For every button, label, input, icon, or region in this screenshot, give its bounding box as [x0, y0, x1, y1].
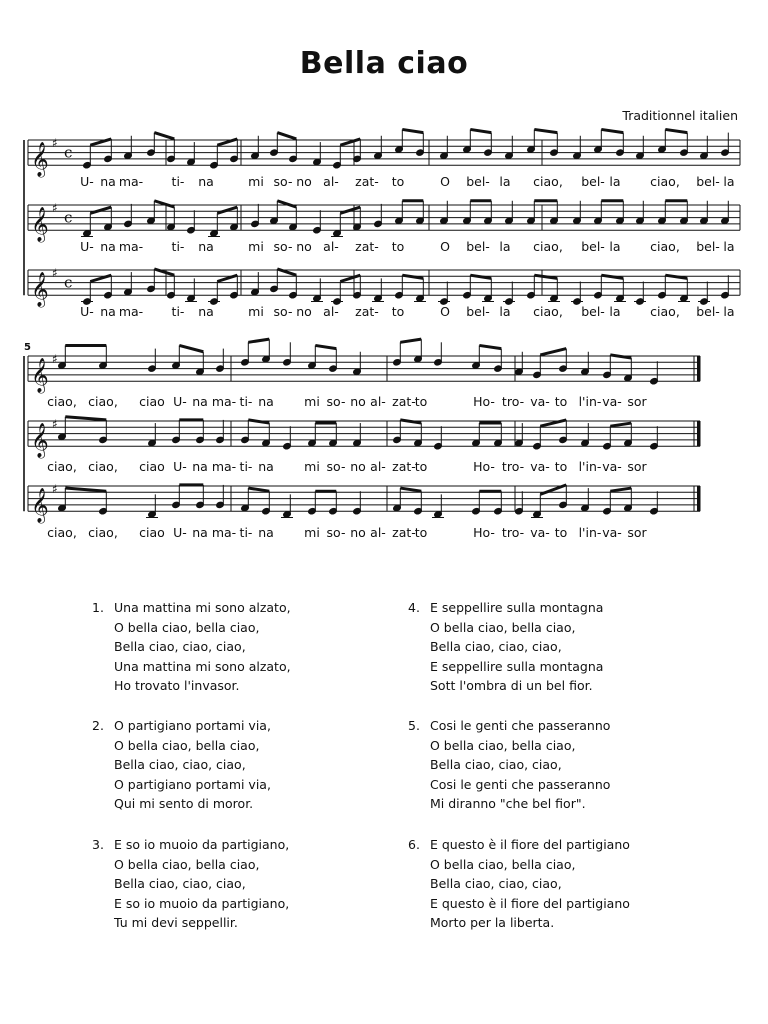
lyric-syllable: no: [350, 525, 366, 540]
lyric-syllable: ma-: [211, 459, 237, 474]
verse-5: [408, 716, 611, 814]
lyric-syllable: U-: [173, 525, 187, 540]
lyric-syllable: O: [440, 239, 450, 254]
verse-line: Sott l'ombra di un bel fior.: [430, 678, 593, 694]
lyric-syllable: na: [100, 174, 116, 189]
key-signature-sharp-icon: ♯: [52, 136, 58, 151]
lyric-syllable: so-: [326, 394, 346, 409]
lyric-syllable: zat-: [355, 304, 379, 319]
lyric-syllable: ti-: [171, 174, 185, 189]
verse-4: [408, 598, 604, 696]
lyric-syllable: ciao,: [533, 304, 563, 319]
lyric-syllable: va-: [602, 525, 622, 540]
lyric-syllable: mi: [304, 525, 320, 540]
lyric-syllable: to: [554, 394, 568, 409]
treble-clef-icon: 𝄞: [31, 207, 49, 243]
verse-line: Qui mi sento di moror.: [114, 796, 254, 812]
lyric-syllable: va-: [602, 459, 622, 474]
lyric-syllable: ciao,: [650, 174, 680, 189]
lyric-syllable: O: [440, 174, 450, 189]
verse-line: E so io muoio da partigiano,: [114, 895, 290, 911]
key-signature-sharp-icon: ♯: [52, 266, 58, 281]
lyric-syllable: no: [350, 459, 366, 474]
verse-line: E questo è il fiore del partigiano: [430, 895, 630, 911]
lyric-syllable: U-: [173, 394, 187, 409]
lyric-syllable: ma-: [118, 304, 144, 319]
lyric-syllable: la: [723, 304, 735, 319]
verse-line: O bella ciao, bella ciao,: [114, 856, 260, 872]
common-time-icon: c: [64, 208, 73, 227]
lyric-syllable: na: [192, 459, 208, 474]
composer-credit: Traditionnel italien: [622, 108, 738, 123]
lyric-syllable: la: [499, 304, 511, 319]
verse-line: E seppellire sulla montagna: [430, 658, 604, 674]
lyric-syllable: al-: [370, 459, 386, 474]
verse-number: 4.: [408, 600, 420, 615]
lyric-syllable: ti-: [239, 459, 253, 474]
verse-line: E so io muoio da partigiano,: [114, 837, 290, 852]
key-signature-sharp-icon: ♯: [52, 352, 58, 367]
verse-line: Tu mi devi seppellir.: [114, 915, 238, 931]
common-time-icon: c: [64, 143, 73, 162]
lyric-syllable: bel-: [696, 239, 720, 254]
verse-3: [92, 835, 290, 933]
lyric-syllable: ma-: [118, 239, 144, 254]
lyric-syllable: zat-: [392, 459, 416, 474]
lyric-syllable: no: [296, 304, 312, 319]
verse-1: [92, 598, 291, 696]
lyric-syllable: ciao: [139, 394, 165, 409]
verse-line: Una mattina mi sono alzato,: [114, 600, 291, 615]
verse-line: Bella ciao, ciao, ciao,: [430, 639, 562, 655]
lyric-syllable: bel-: [696, 174, 720, 189]
lyric-syllable: ciao,: [650, 239, 680, 254]
lyric-syllable: to: [554, 459, 568, 474]
lyric-syllable: no: [350, 394, 366, 409]
lyric-syllable: ma-: [118, 174, 144, 189]
common-time-icon: c: [64, 273, 73, 292]
lyric-syllable: l'in-: [578, 394, 602, 409]
lyric-syllable: mi: [248, 304, 264, 319]
treble-clef-icon: 𝄞: [31, 358, 49, 394]
lyric-syllable: al-: [323, 304, 339, 319]
verse-line: O partigiano portami via,: [114, 776, 271, 792]
lyric-syllable: ciao: [139, 459, 165, 474]
treble-clef-icon: 𝄞: [31, 488, 49, 524]
verse-number: 2.: [92, 718, 104, 733]
lyric-syllable: ciao,: [47, 525, 77, 540]
verse-line: O bella ciao, bella ciao,: [430, 856, 576, 872]
verse-line: O bella ciao, bella ciao,: [114, 619, 260, 635]
lyric-syllable: mi: [248, 239, 264, 254]
verse-line: Una mattina mi sono alzato,: [114, 658, 291, 674]
lyric-syllable: zat-: [355, 174, 379, 189]
lyric-syllable: to: [554, 525, 568, 540]
lyric-syllable: U-: [80, 239, 94, 254]
lyric-syllable: al-: [370, 394, 386, 409]
treble-clef-icon: 𝄞: [31, 272, 49, 308]
lyric-syllable: zat-: [392, 394, 416, 409]
lyric-syllable: na: [258, 525, 274, 540]
lyric-syllable: ciao,: [47, 459, 77, 474]
key-signature-sharp-icon: ♯: [52, 201, 58, 216]
lyric-syllable: la: [723, 174, 735, 189]
lyric-syllable: zat-: [392, 525, 416, 540]
verse-number: 1.: [92, 600, 104, 615]
verse-line: Bella ciao, ciao, ciao,: [114, 876, 246, 892]
lyric-syllable: to: [414, 459, 428, 474]
lyric-syllable: so-: [273, 304, 293, 319]
lyric-syllable: na: [198, 304, 214, 319]
lyric-syllable: va-: [530, 525, 550, 540]
verse-line: O bella ciao, bella ciao,: [114, 737, 260, 753]
verse-line: Bella ciao, ciao, ciao,: [114, 639, 246, 655]
lyric-syllable: la: [723, 239, 735, 254]
lyric-syllable: ciao,: [88, 525, 118, 540]
lyric-syllable: la: [499, 239, 511, 254]
lyric-syllable: to: [414, 394, 428, 409]
lyric-syllable: na: [258, 459, 274, 474]
verse-2: [92, 716, 271, 814]
lyric-syllable: ti-: [171, 239, 185, 254]
lyric-syllable: mi: [248, 174, 264, 189]
lyric-syllable: va-: [530, 394, 550, 409]
lyric-syllable: na: [100, 304, 116, 319]
lyric-syllable: bel-: [696, 304, 720, 319]
lyric-syllable: to: [391, 304, 405, 319]
lyric-syllable: no: [296, 174, 312, 189]
lyric-syllable: U-: [80, 304, 94, 319]
lyric-syllable: bel-: [466, 304, 490, 319]
lyric-syllable: U-: [80, 174, 94, 189]
lyric-syllable: tro-: [501, 459, 525, 474]
lyric-syllable: bel-: [581, 174, 605, 189]
lyric-syllable: l'in-: [578, 525, 602, 540]
lyric-syllable: va-: [602, 394, 622, 409]
lyric-syllable: va-: [530, 459, 550, 474]
lyric-syllable: na: [192, 394, 208, 409]
verse-number: 6.: [408, 837, 420, 852]
verse-line: Bella ciao, ciao, ciao,: [430, 876, 562, 892]
lyric-syllable: ciao,: [533, 239, 563, 254]
verse-line: O bella ciao, bella ciao,: [430, 619, 576, 635]
lyric-syllable: l'in-: [578, 459, 602, 474]
lyric-syllable: to: [391, 239, 405, 254]
lyric-syllable: ti-: [239, 525, 253, 540]
lyric-syllable: ma-: [211, 394, 237, 409]
lyric-syllable: so-: [326, 459, 346, 474]
lyric-syllable: to: [414, 525, 428, 540]
lyric-syllable: ciao,: [533, 174, 563, 189]
verse-line: Morto per la liberta.: [430, 915, 555, 931]
lyric-syllable: bel-: [581, 239, 605, 254]
verse-line: O partigiano portami via,: [114, 718, 271, 733]
lyric-syllable: tro-: [501, 394, 525, 409]
lyric-syllable: ma-: [211, 525, 237, 540]
verse-line: Cosi le genti che passeranno: [430, 718, 611, 733]
lyric-syllable: na: [100, 239, 116, 254]
lyric-syllable: la: [609, 304, 621, 319]
lyric-syllable: la: [609, 174, 621, 189]
lyric-syllable: na: [198, 239, 214, 254]
lyric-syllable: so-: [273, 174, 293, 189]
lyric-syllable: ciao,: [650, 304, 680, 319]
verse-line: E seppellire sulla montagna: [430, 600, 604, 615]
lyric-syllable: U-: [173, 459, 187, 474]
lyric-syllable: so-: [326, 525, 346, 540]
lyric-syllable: na: [192, 525, 208, 540]
lyric-syllable: Ho-: [473, 525, 495, 540]
lyric-syllable: la: [499, 174, 511, 189]
verse-line: Cosi le genti che passeranno: [430, 776, 611, 792]
lyric-syllable: ti-: [171, 304, 185, 319]
lyric-syllable: sor: [627, 394, 647, 409]
key-signature-sharp-icon: ♯: [52, 482, 58, 497]
verse-line: Bella ciao, ciao, ciao,: [430, 757, 562, 773]
lyric-syllable: zat-: [355, 239, 379, 254]
verse-line: E questo è il fiore del partigiano: [430, 837, 630, 852]
verse-line: Mi diranno "che bel fior".: [430, 796, 586, 812]
lyric-syllable: ti-: [239, 394, 253, 409]
lyric-syllable: no: [296, 239, 312, 254]
lyric-syllable: al-: [370, 525, 386, 540]
lyric-syllable: la: [609, 239, 621, 254]
lyric-syllable: O: [440, 304, 450, 319]
verse-number: 5.: [408, 718, 420, 733]
verse-line: Bella ciao, ciao, ciao,: [114, 757, 246, 773]
lyric-syllable: al-: [323, 239, 339, 254]
lyric-syllable: mi: [304, 459, 320, 474]
lyric-syllable: to: [391, 174, 405, 189]
song-title: Bella ciao: [299, 46, 469, 81]
measure-number: 5: [24, 342, 31, 353]
verse-line: O bella ciao, bella ciao,: [430, 737, 576, 753]
treble-clef-icon: 𝄞: [31, 142, 49, 178]
lyric-syllable: mi: [304, 394, 320, 409]
lyric-syllable: sor: [627, 525, 647, 540]
lyric-syllable: bel-: [466, 174, 490, 189]
lyric-syllable: bel-: [581, 304, 605, 319]
lyric-syllable: na: [198, 174, 214, 189]
lyric-syllable: tro-: [501, 525, 525, 540]
lyric-syllable: ciao,: [47, 394, 77, 409]
key-signature-sharp-icon: ♯: [52, 417, 58, 432]
verse-6: [408, 835, 630, 933]
lyric-syllable: Ho-: [473, 459, 495, 474]
lyric-syllable: Ho-: [473, 394, 495, 409]
lyric-syllable: bel-: [466, 239, 490, 254]
lyric-syllable: al-: [323, 174, 339, 189]
treble-clef-icon: 𝄞: [31, 423, 49, 459]
lyric-syllable: sor: [627, 459, 647, 474]
lyric-syllable: ciao,: [88, 459, 118, 474]
lyric-syllable: ciao,: [88, 394, 118, 409]
verse-line: Ho trovato l'invasor.: [114, 678, 240, 694]
lyric-syllable: ciao: [139, 525, 165, 540]
lyric-syllable: na: [258, 394, 274, 409]
verse-number: 3.: [92, 837, 104, 852]
lyric-syllable: so-: [273, 239, 293, 254]
